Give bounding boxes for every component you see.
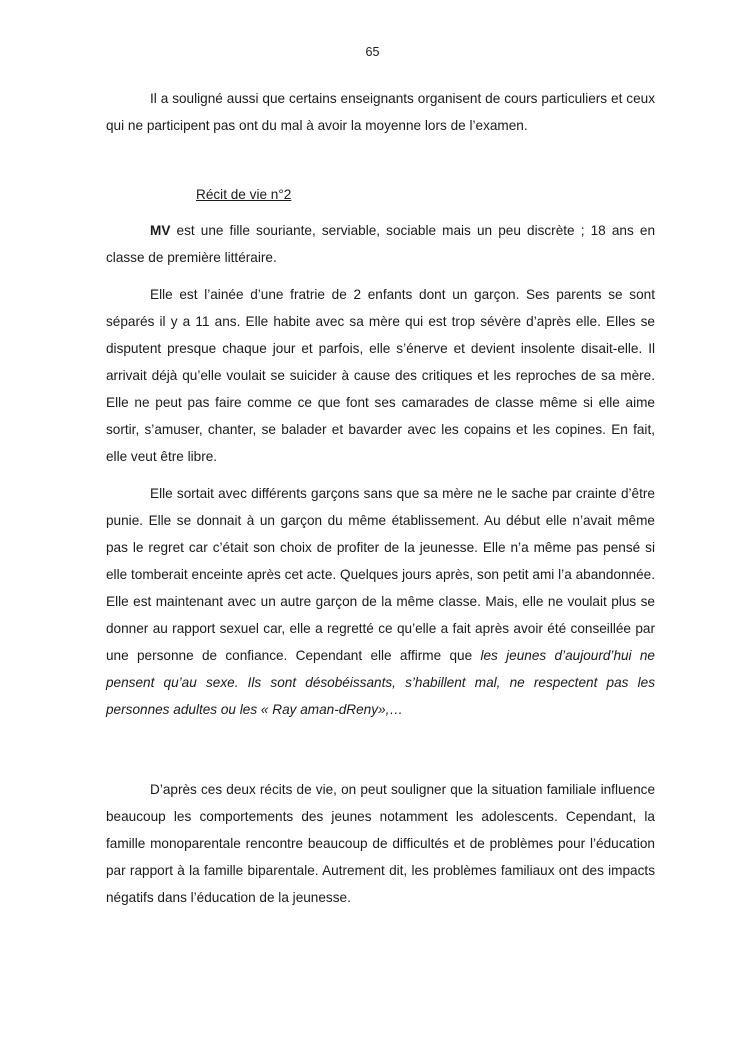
mv-description: est une fille souriante, serviable, sociable mais un peu discrète ; 18 ans en classe de première littéraire. bbox=[106, 223, 655, 265]
section-title: Récit de vie n°2 bbox=[196, 187, 292, 202]
family-paragraph: Elle est l’ainée d’une fratrie de 2 enfants dont un garçon. Ses parents se sont séparés il y a 11 ans. Elle habite avec sa mère qui est trop sévère d’après elle. Elles se disputent presque chaque jour et parfois, elle s’énerve et devient insolente disait-elle. Il arrivait déjà qu’elle voulait se suicider à cause des critiques et les reproches de sa mère. Elle ne peut pas faire comme ce que font ses camarades de classe même si elle aime sortir, s’amuser, chanter, se balader et bavarder avec les copains et les copines. En fait, elle veut être libre. bbox=[106, 287, 655, 464]
document-body bbox=[106, 85, 655, 911]
relation-quote: les jeunes d’aujourd’hui ne pensent qu’au sexe. Ils sont désobéissants, s’habillent mal, ne respectent pas les personnes adultes ou les « Ray aman-dReny»,… bbox=[106, 648, 655, 717]
intro-paragraph: Il a souligné aussi que certains enseignants organisent de cours particuliers et ceux qui ne participent pas ont du mal à avoir la moyenne lors de l’examen. bbox=[106, 91, 655, 133]
mv-subject: MV bbox=[150, 223, 171, 238]
relation-paragraph bbox=[106, 480, 655, 723]
mv-paragraph bbox=[106, 217, 655, 271]
page-number: 65 bbox=[365, 45, 380, 59]
conclusion-paragraph: D’après ces deux récits de vie, on peut souligner que la situation familiale influence beaucoup les comportements des jeunes notamment les adolescents. Cependant, la famille monoparentale rencontre beaucoup de difficultés et de problèmes pour l’éducation par rapport à la famille biparentale. Autrement dit, les problèmes familiaux ont des impacts négatifs dans l’éducation de la jeunesse. bbox=[106, 782, 655, 905]
relation-text: Elle sortait avec différents garçons sans que sa mère ne le sache par crainte d’être punie. Elle se donnait à un garçon du même établissement. Au début elle n’avait même pas le regret car c’était son choix de profiter de la jeunesse. Elle n’a même pas pensé si elle tomberait enceinte après cet acte. Quelques jours après, son petit ami l’a abandonnée. Elle est maintenant avec un autre garçon de la même classe. Mais, elle ne voulait plus se donner au rapport sexuel car, elle a regretté ce qu’elle a fait après avoir été conseillée par une personne de confiance. Cependant elle affirme que bbox=[106, 486, 655, 663]
